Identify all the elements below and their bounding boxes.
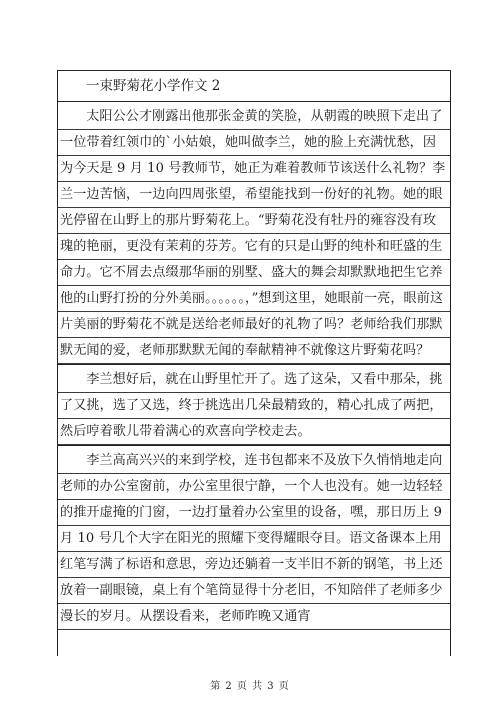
essay-title: 一束野菊花小学作文 2 xyxy=(58,71,450,102)
essay-paragraph-3: 李兰高高兴兴的来到学校，连书包都来不及放下久悄悄地走向老师的办公室窗前，办公室里很宁静，一个人也没有。她一边轻轻的推开虚掩的门窗，一边打量着办公室里的设备，嘿，那日历上 9 月 10 号几个大字在阳光的照耀下变得耀眼夺目。语文备课本上用红笔写满了标语和意思，旁边还躺着一支半旧不新的钢笔，书上还放着一副眼镜，桌上有个笔筒显得十分老旧，不知陪伴了老师多少漫长的岁月。从摆设看来，老师昨晚又通宵 xyxy=(58,446,450,630)
essay-table xyxy=(57,70,451,656)
page-number-footer: 第 2 页 共 3 页 xyxy=(210,681,290,692)
essay-paragraph-1: 太阳公公才刚露出他那张金黄的笑脸，从朝霞的映照下走出了一位带着红领巾的`小姑娘，她叫做李兰，她的脸上充满忧愁，因为今天是 9 月 10 号教师节，她正为难着教师节该送什么礼物？李兰一边苦恼，一边向四周张望，希望能找到一份好的礼物。她的眼光停留在山野上的那片野菊花上。“野菊花没有牡丹的雍容没有玫瑰的艳丽，更没有茉莉的芬芳。它有的只是山野的纯朴和旺盛的生命力。它不屑去点缀那华丽的别墅、盛大的舞会却默默地把生它养他的山野打扮的分外美丽。。。。。。，”想到这里，她眼前一亮，眼前这片美丽的野菊花不就是送给老师最好的礼物了吗？老师给我们那默默无闻的爱，老师那默默无闻的奉献精神不就像这片野菊花吗？ xyxy=(58,102,450,365)
essay-paragraph-2: 李兰想好后，就在山野里忙开了。选了这朵，又看中那朵，挑了又挑，选了又选，终于挑选出几朵最精致的，精心扎成了两把，然后哼着歌儿带着满心的欢喜向学校走去。 xyxy=(58,365,450,446)
